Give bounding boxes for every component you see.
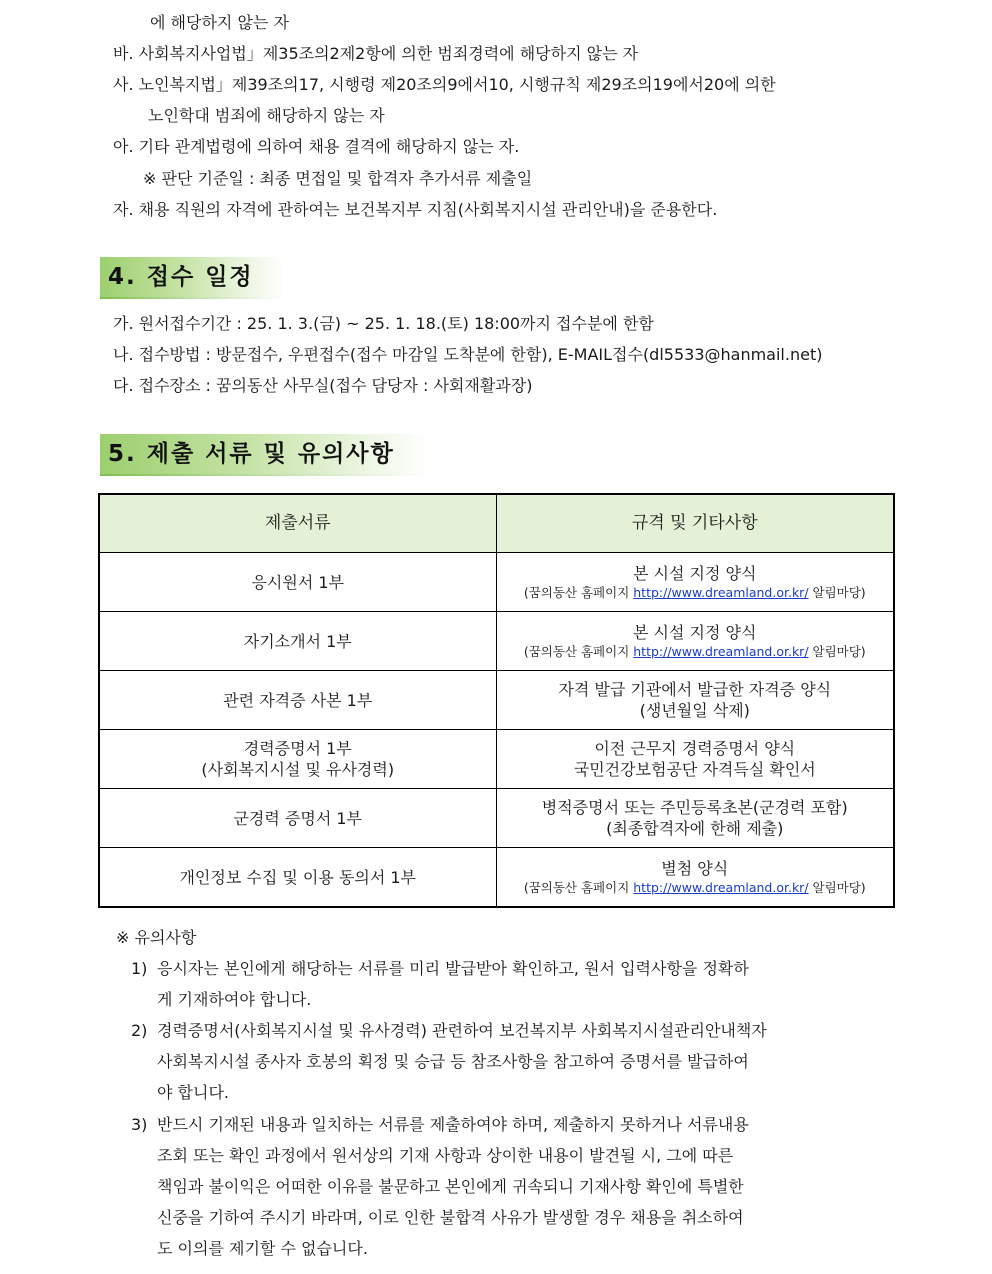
note-line: 사회복지시설 종사자 호봉의 획정 및 승급 등 참조사항을 참고하여 증명서를 발급하여 — [157, 1052, 749, 1071]
intro-line: 바. 사회복지사업법」제35조의2제2항에 의한 범죄경력에 해당하지 않는 자 — [113, 44, 639, 63]
spec-subtext-prefix: (꿈의동산 홈페이지 — [523, 644, 634, 659]
spec-subtext — [501, 643, 890, 660]
document-cell: 응시원서 1부 — [99, 553, 496, 612]
column-header-documents: 제출서류 — [99, 494, 496, 553]
table-row — [99, 730, 894, 789]
spec-text: 병적증명서 또는 주민등록초본(군경력 포함) — [541, 798, 848, 817]
spec-subtext-suffix: 알림마당) — [808, 585, 866, 600]
intro-line: 자. 채용 직원의 자격에 관하여는 보건복지부 지침(사회복지시설 관리안내)을 준용한다. — [113, 200, 718, 219]
spec-cell — [496, 612, 894, 671]
section-5-title-text: 5. 제출 서류 및 유의사항 — [108, 441, 395, 467]
note-number: 2) — [131, 1021, 148, 1040]
spec-subtext-prefix: (꿈의동산 홈페이지 — [523, 880, 634, 895]
note-line: 도 이의를 제기할 수 없습니다. — [157, 1239, 368, 1258]
document-cell: 자기소개서 1부 — [99, 612, 496, 671]
note-line: 경력증명서(사회복지시설 및 유사경력) 관련하여 보건복지부 사회복지시설관리안내책자 — [157, 1021, 767, 1040]
submission-documents-table — [98, 493, 895, 908]
spec-text: 별첨 양식 — [661, 859, 729, 878]
spec-subtext-suffix: 알림마당) — [808, 880, 866, 895]
spec-cell — [496, 730, 894, 789]
section-underline — [100, 297, 284, 299]
note-line: 반드시 기재된 내용과 일치하는 서류를 제출하여야 하며, 제출하지 못하거나 서류내용 — [157, 1115, 749, 1134]
intro-line: 사. 노인복지법」제39조의17, 시행령 제20조의9에서10, 시행규칙 제29조의19에서20에 의한 — [113, 75, 776, 94]
document-text: 경력증명서 1부 — [243, 739, 352, 758]
spec-text: 국민건강보험공단 자격득실 확인서 — [573, 760, 816, 779]
spec-subtext-suffix: 알림마당) — [808, 644, 866, 659]
homepage-link[interactable]: http://www.dreamland.or.kr/ — [633, 644, 809, 659]
document-cell: 관련 자격증 사본 1부 — [99, 671, 496, 730]
document-cell: 개인정보 수집 및 이용 동의서 1부 — [99, 848, 496, 908]
table-header-row — [99, 494, 894, 553]
table-row — [99, 612, 894, 671]
spec-text: (최종합격자에 한해 제출) — [606, 819, 784, 838]
spec-text: 본 시설 지정 양식 — [633, 623, 757, 642]
intro-line: 에 해당하지 않는 자 — [150, 13, 289, 32]
table-row — [99, 553, 894, 612]
spec-subtext — [501, 879, 890, 896]
section-4-item: 가. 원서접수기간 : 25. 1. 3.(금) ~ 25. 1. 18.(토) 18:00까지 접수분에 한함 — [113, 314, 654, 333]
spec-cell — [496, 671, 894, 730]
note-line: 응시자는 본인에게 해당하는 서류를 미리 발급받아 확인하고, 원서 입력사항을 정확하 — [157, 959, 749, 978]
spec-text: 이전 근무지 경력증명서 양식 — [594, 739, 796, 758]
spec-cell — [496, 789, 894, 848]
document-text: (사회복지시설 및 유사경력) — [201, 760, 395, 779]
spec-cell — [496, 848, 894, 908]
homepage-link[interactable]: http://www.dreamland.or.kr/ — [633, 880, 809, 895]
spec-text: (생년월일 삭제) — [639, 701, 750, 720]
intro-line: 노인학대 범죄에 해당하지 않는 자 — [148, 106, 385, 125]
spec-subtext — [501, 584, 890, 601]
table-row — [99, 671, 894, 730]
section-4-title-text: 4. 접수 일정 — [108, 264, 254, 290]
spec-cell — [496, 553, 894, 612]
notes-title: ※ 유의사항 — [116, 928, 197, 947]
note-line: 조회 또는 확인 과정에서 원서상의 기재 사항과 상이한 내용이 발견될 시, 그에 따른 — [157, 1146, 734, 1165]
section-4-title — [100, 257, 284, 297]
table-row — [99, 789, 894, 848]
intro-note: ※ 판단 기준일 : 최종 면접일 및 합격자 추가서류 제출일 — [143, 169, 533, 188]
section-4-item: 나. 접수방법 : 방문접수, 우편접수(접수 마감일 도착분에 한함), E-MAIL접수(dl5533@hanmail.net) — [113, 345, 823, 364]
note-number: 1) — [131, 959, 148, 978]
spec-text: 본 시설 지정 양식 — [633, 564, 757, 583]
spec-subtext-prefix: (꿈의동산 홈페이지 — [523, 585, 634, 600]
document-cell — [99, 730, 496, 789]
table-row — [99, 848, 894, 908]
note-line: 게 기재하여야 합니다. — [157, 990, 312, 1009]
section-underline — [100, 474, 430, 476]
intro-line: 아. 기타 관계법령에 의하여 채용 결격에 해당하지 않는 자. — [113, 137, 520, 156]
homepage-link[interactable]: http://www.dreamland.or.kr/ — [633, 585, 809, 600]
note-line: 신중을 기하여 주시기 바라며, 이로 인한 불합격 사유가 발생할 경우 채용을 취소하여 — [157, 1208, 744, 1227]
section-5-title — [100, 434, 430, 474]
note-line: 야 합니다. — [157, 1083, 229, 1102]
section-4-item: 다. 접수장소 : 꿈의동산 사무실(접수 담당자 : 사회재활과장) — [113, 376, 533, 395]
note-line: 책임과 불이익은 어떠한 이유를 불문하고 본인에게 귀속되니 기재사항 확인에 특별한 — [157, 1177, 744, 1196]
note-number: 3) — [131, 1115, 148, 1134]
column-header-specs: 규격 및 기타사항 — [496, 494, 894, 553]
document-cell: 군경력 증명서 1부 — [99, 789, 496, 848]
spec-text: 자격 발급 기관에서 발급한 자격증 양식 — [558, 680, 832, 699]
